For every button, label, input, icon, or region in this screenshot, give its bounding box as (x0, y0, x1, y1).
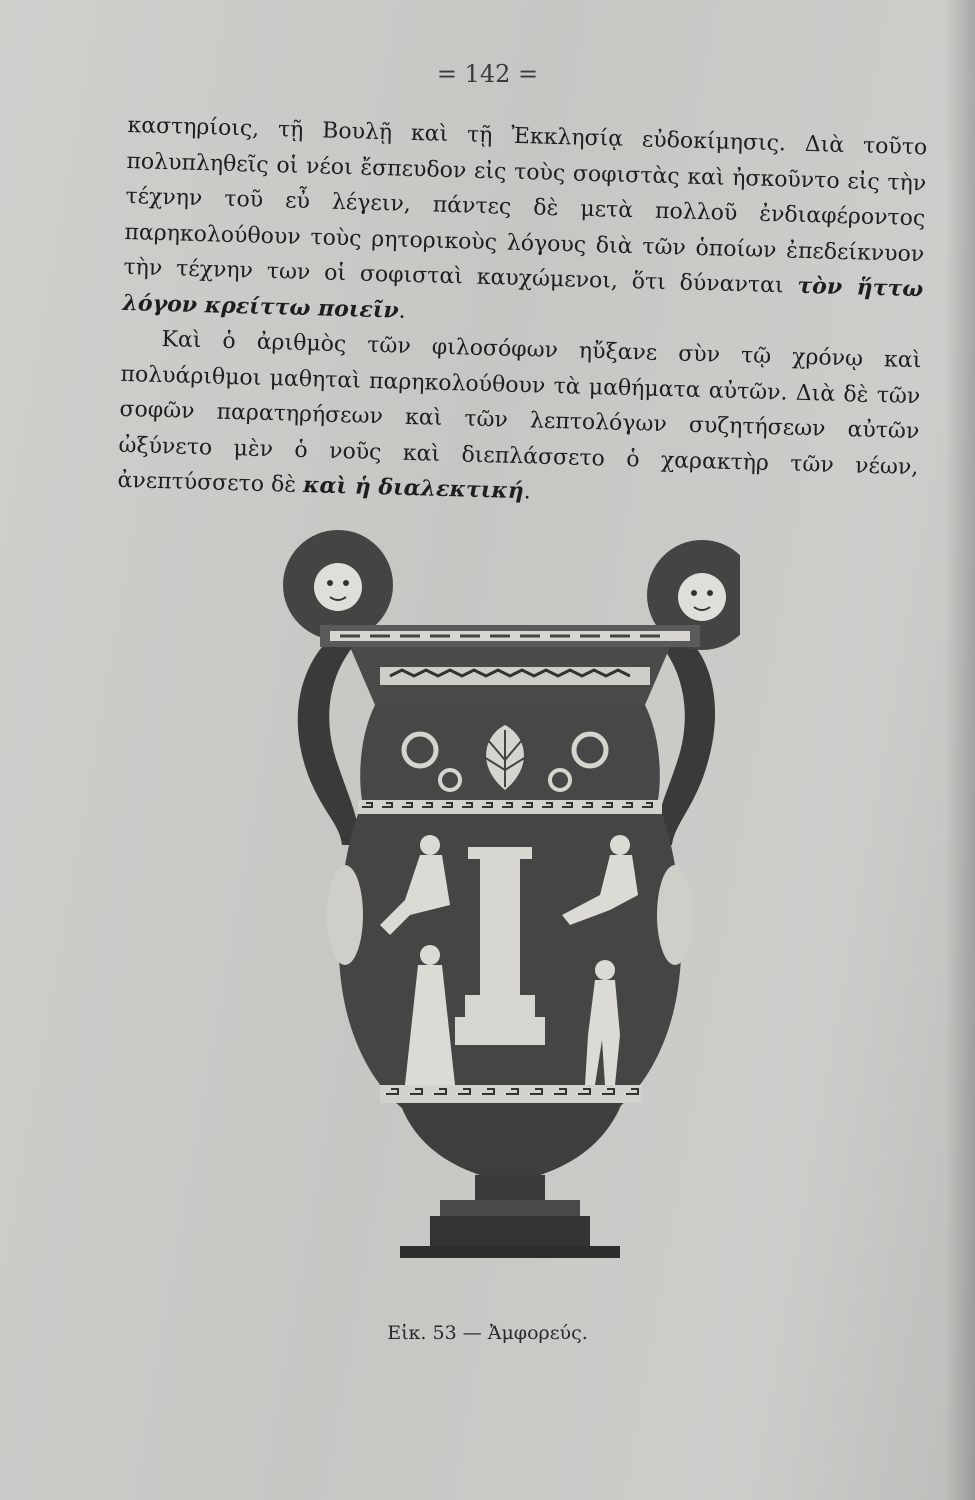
paragraph-2 (117, 321, 922, 521)
body-text (117, 108, 928, 521)
paragraph-2-emphasis: καὶ ἡ διαλεκτική (302, 472, 525, 505)
paragraph-2-end: . (523, 479, 532, 505)
paragraph-1 (122, 108, 928, 343)
paragraph-1-end: . (398, 298, 407, 324)
paragraph-2-text: Καὶ ὁ ἀριθμὸς τῶν φιλοσόφων ηὔξανε σὺν τῷ χρόνῳ καὶ πολυάριθμοι μαθηταὶ παρηκολούθουν τὰ μαθήματα αὐτῶν. Διὰ δὲ τῶν σοφῶν παρατηρήσεων καὶ τῶν λεπτολόγων συζητήσεων αὐτῶν ὠξύνετο μὲν ὁ νοῦς καὶ διεπλάσσετο ὁ χαρακτὴρ τῶν νέων, ἀνεπτύσσετο δὲ (117, 327, 922, 499)
page-edge-shadow (945, 0, 975, 1500)
paragraph-1-text: καστηρίοις, τῇ Βουλῇ καὶ τῇ Ἐκκλησίᾳ εὐδοκίμησις. Διὰ τοῦτο πολυπληθεῖς οἱ νέοι ἔσπευδον εἰς τοὺς σοφιστὰς καὶ ἠσκοῦντο εἰς τὴν τέχνην τοῦ εὖ λέγειν, πάντες δὲ μετὰ πολλοῦ ἐνδιαφέροντος παρηκολούθουν τοὺς ρητορικοὺς λόγους διὰ τῶν ὁποίων ἐπεδείκνυον τὴν τέχνην των οἱ σοφισταὶ καυχώμενοι, ὅτι δύνανται (123, 112, 928, 299)
paragraph-1-emphasis: τὸν ἥττω λόγον κρείττω ποιεῖν (122, 272, 924, 324)
amphora-figure (270, 525, 740, 1305)
figure-caption: Εἰκ. 53 — Ἀμφορεύς. (387, 1322, 588, 1344)
amphora-illustration (270, 525, 740, 1305)
page-number: = 142 = (436, 60, 539, 88)
